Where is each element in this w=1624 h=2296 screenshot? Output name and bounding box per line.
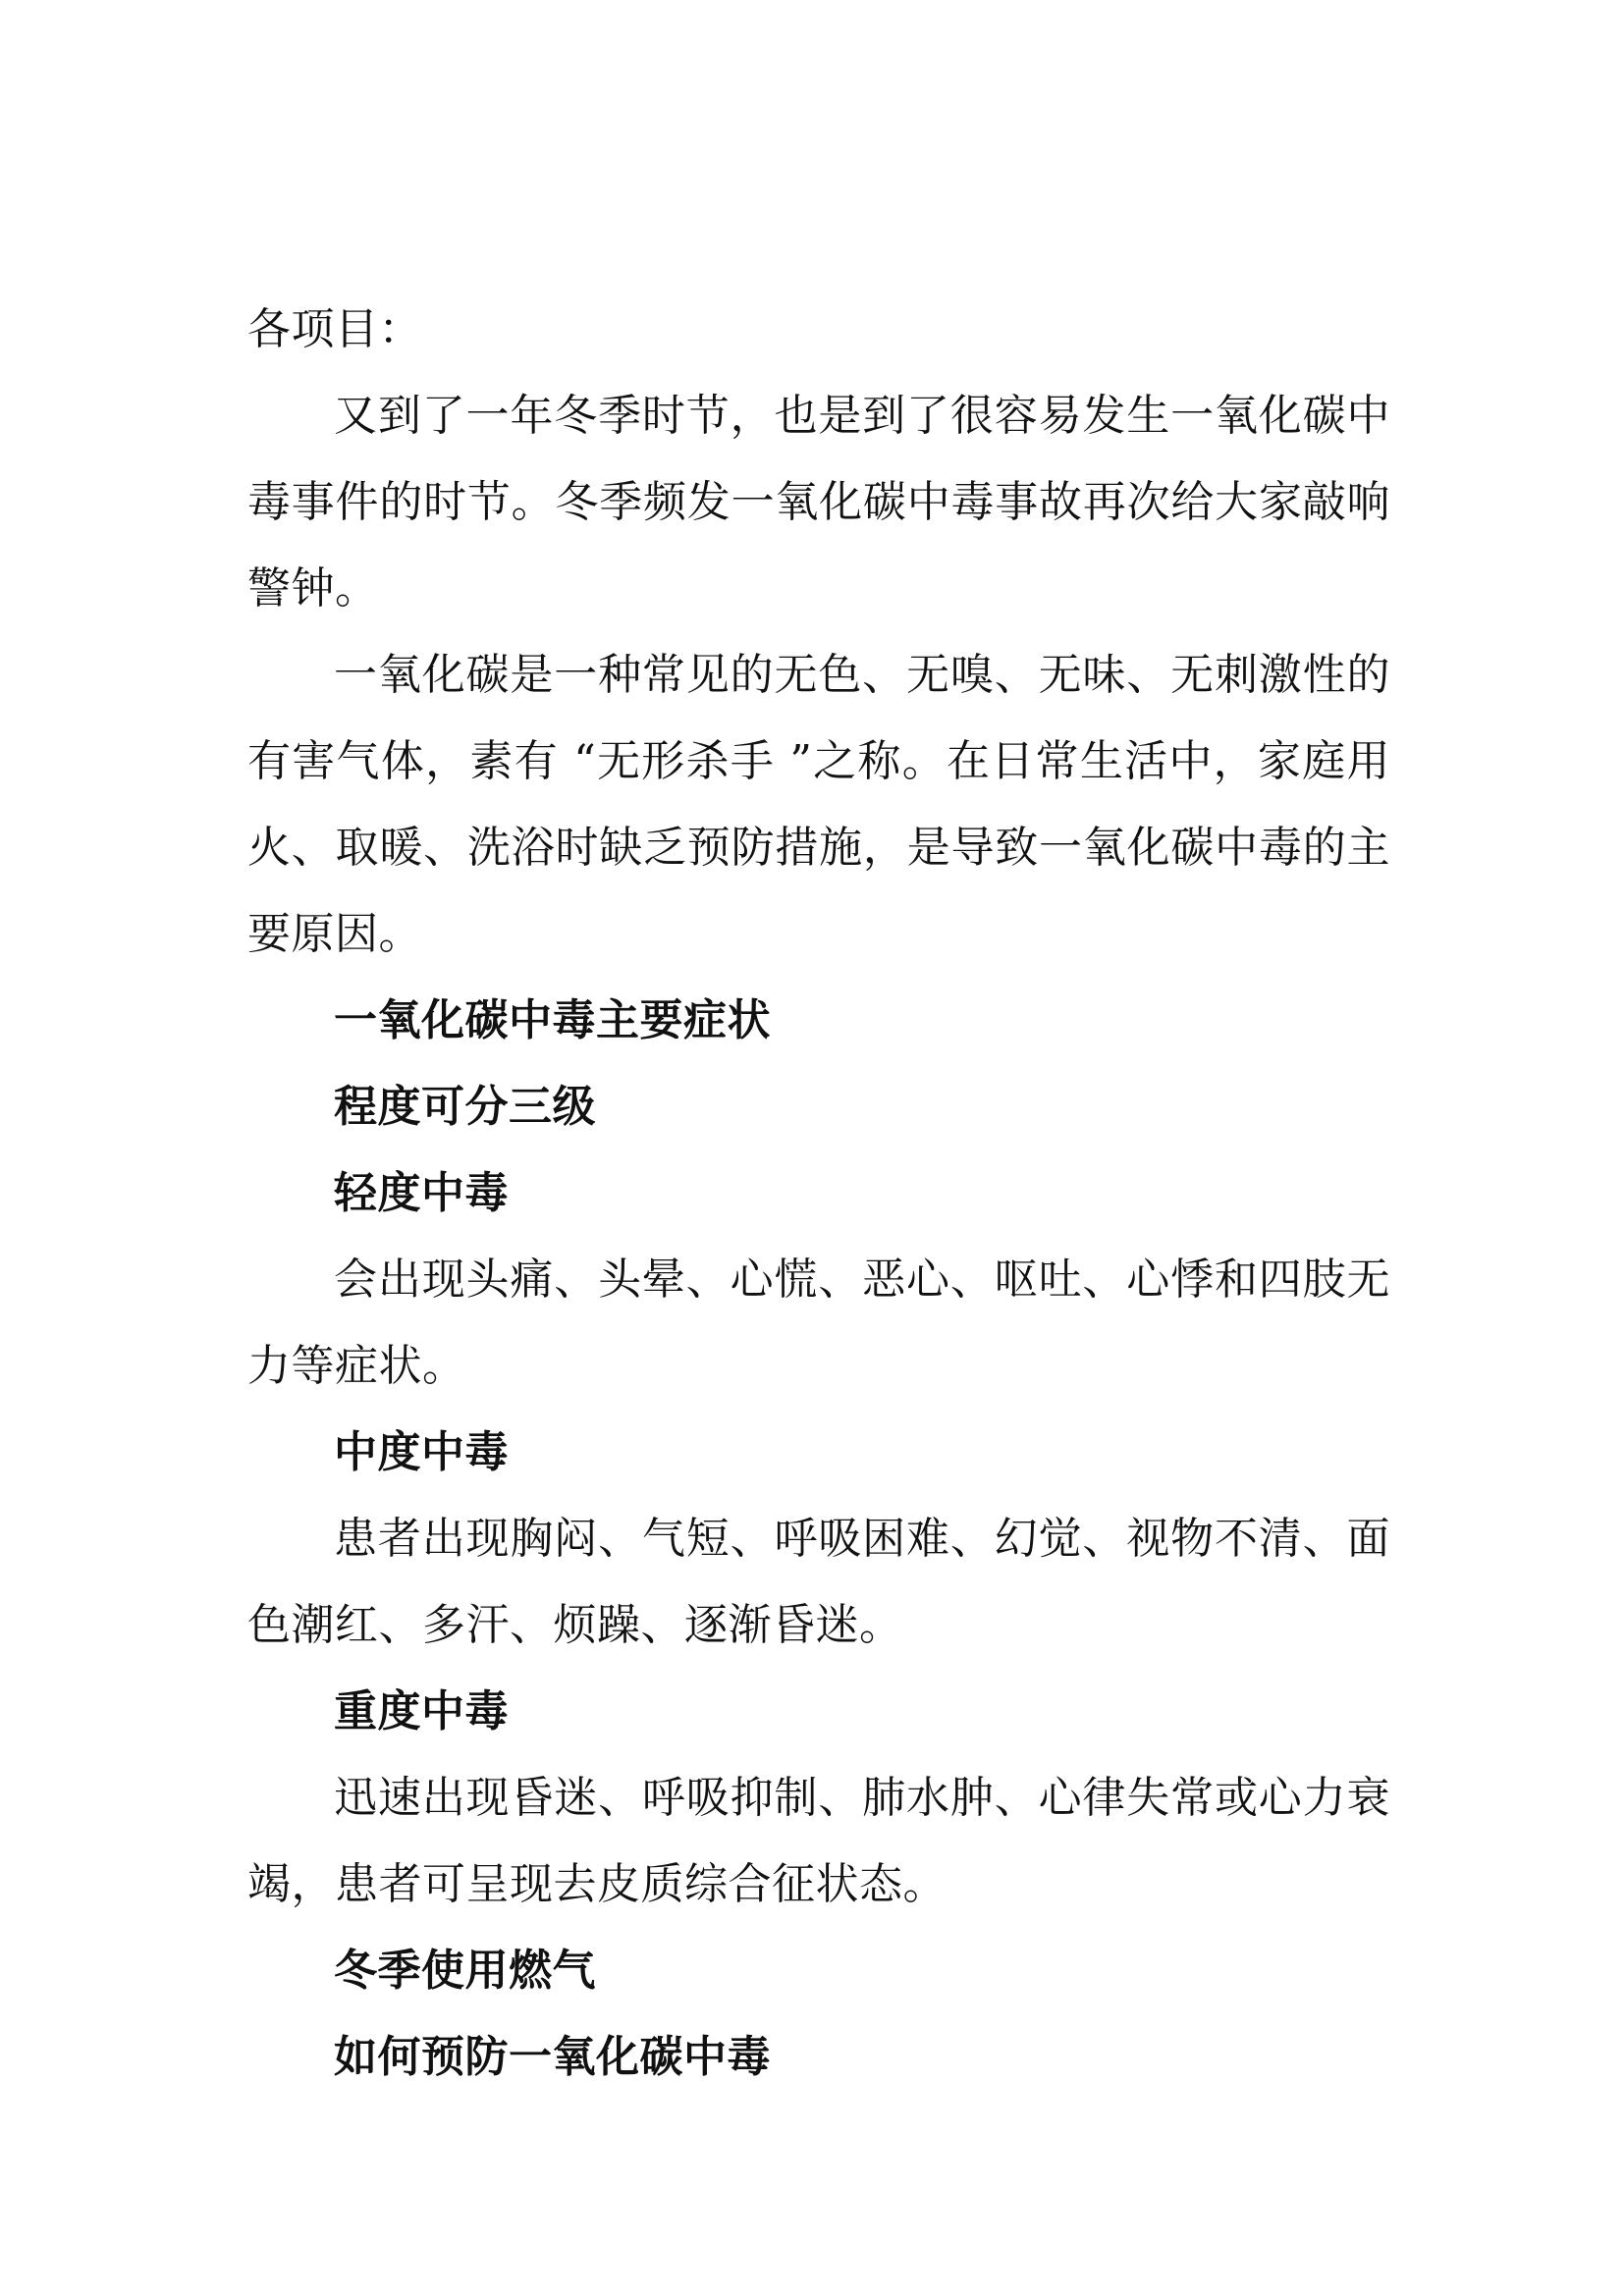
heading-three-levels: 程度可分三级	[334, 1082, 596, 1132]
heading-moderate-poisoning: 中度中毒	[334, 1427, 509, 1477]
paragraph-mild-symptoms: 会出现头痛、头晕、心慌、恶心、呕吐、心悸和四肢无力等症状。	[247, 1255, 1390, 1391]
paragraph-co-description: 一氧化碳是一种常见的无色、无嗅、无味、无刺激性的有害气体，素有 “无形杀手 ”之称。在日常生活中，家庭用火、取暖、洗浴时缺乏预防措施，是导致一氧化碳中毒的主要原因。	[247, 650, 1390, 959]
heading-winter-gas-use: 冬季使用燃气	[334, 1946, 596, 1996]
heading-prevention: 如何预防一氧化碳中毒	[334, 2032, 771, 2082]
paragraph-severe-symptoms: 迅速出现昏迷、呼吸抑制、肺水肿、心律失常或心力衰竭，患者可呈现去皮质综合征状态。	[247, 1773, 1390, 1909]
paragraph-moderate-symptoms: 患者出现胸闷、气短、呼吸困难、幻觉、视物不清、面色潮红、多汗、烦躁、逐渐昏迷。	[247, 1514, 1390, 1650]
heading-mild-poisoning: 轻度中毒	[334, 1168, 509, 1218]
document-body	[247, 287, 1390, 2101]
salutation: 各项目：	[247, 304, 422, 354]
paragraph-intro: 又到了一年冬季时节，也是到了很容易发生一氧化碳中毒事件的时节。冬季频发一氧化碳中毒事故再次给大家敲响警钟。	[247, 391, 1390, 614]
heading-severe-poisoning: 重度中毒	[334, 1686, 509, 1736]
heading-main-symptoms: 一氧化碳中毒主要症状	[334, 995, 771, 1045]
